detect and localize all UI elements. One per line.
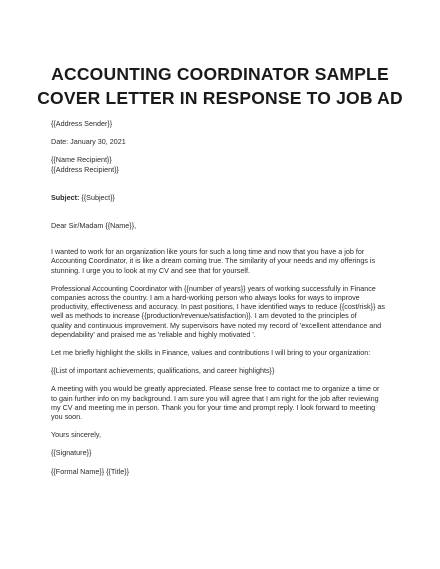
paragraph-line: productivity, effectiveness and accuracy. In past positions, I have identified ways to reduce {{cost/risk}} as xyxy=(51,302,385,312)
title-line-2: COVER LETTER IN RESPONSE TO JOB AD xyxy=(37,88,403,108)
recipient-name: {{Name Recipient}} xyxy=(51,155,112,165)
subject-label: Subject: xyxy=(51,192,80,202)
title-line-1: ACCOUNTING COORDINATOR SAMPLE xyxy=(51,64,389,84)
formal-name: {{Formal Name}} {{Title}} xyxy=(51,466,130,476)
paragraph-line: Professional Accounting Coordinator with {{number of years}} years of working successfully in Finance xyxy=(51,283,376,293)
paragraph-line: dependability' and praised me as 'reliable and highly motivated '. xyxy=(51,329,256,339)
paragraph-intro xyxy=(51,247,406,275)
paragraph-meeting xyxy=(51,384,406,421)
paragraph-line: to gain further info on my background. I am sure you will agree that I am right for the job after reviewing xyxy=(51,393,379,403)
paragraph-line: quality and continuous improvement. My supervisors have noted my record of 'excellent attendance and xyxy=(51,320,382,330)
address-sender: {{Address Sender}} xyxy=(51,119,113,128)
letter-date: Date: January 30, 2021 xyxy=(51,137,126,147)
subject-value: {{Subject}} xyxy=(79,192,115,202)
closing: Yours sincerely, xyxy=(51,430,101,440)
paragraph-line: I wanted to work for an organization like yours for such a long time and now that you have a job for xyxy=(51,247,365,257)
letter-body xyxy=(51,119,406,476)
document-title xyxy=(0,62,440,110)
subject-line xyxy=(51,193,406,202)
recipient-block xyxy=(51,155,406,173)
paragraph-line: Accounting Coordinator, it is like a dream coming true. The similarity of your needs and my offerings is xyxy=(51,256,376,266)
achievements-placeholder: {{List of important achievements, qualifications, and career highlights}} xyxy=(51,366,275,376)
paragraph-line: A meeting with you would be greatly appreciated. Please sense free to contact me to organize a time or xyxy=(51,384,380,394)
recipient-address: {{Address Recipient}} xyxy=(51,164,119,174)
paragraph-experience xyxy=(51,284,406,339)
paragraph-line: stunning. I urge you to look at my CV and see that for yourself. xyxy=(51,265,250,275)
paragraph-line: my CV and meeting me in person. Thank you for your time and prompt reply. I look forward to meeting xyxy=(51,402,376,412)
paragraph-line: companies across the country. I am a hard-working person who always looks for ways to improve xyxy=(51,293,360,303)
paragraph-skills: Let me briefly highlight the skills in Finance, values and contributions I will bring to your organization: xyxy=(51,348,371,358)
paragraph-line: well as methods to increase {{production/revenue/satisfaction}}. I am devoted to the principles of xyxy=(51,311,357,321)
salutation: Dear Sir/Madam {{Name}}, xyxy=(51,221,137,231)
signature-placeholder: {{Signature}} xyxy=(51,448,92,458)
paragraph-line: you soon. xyxy=(51,412,83,422)
